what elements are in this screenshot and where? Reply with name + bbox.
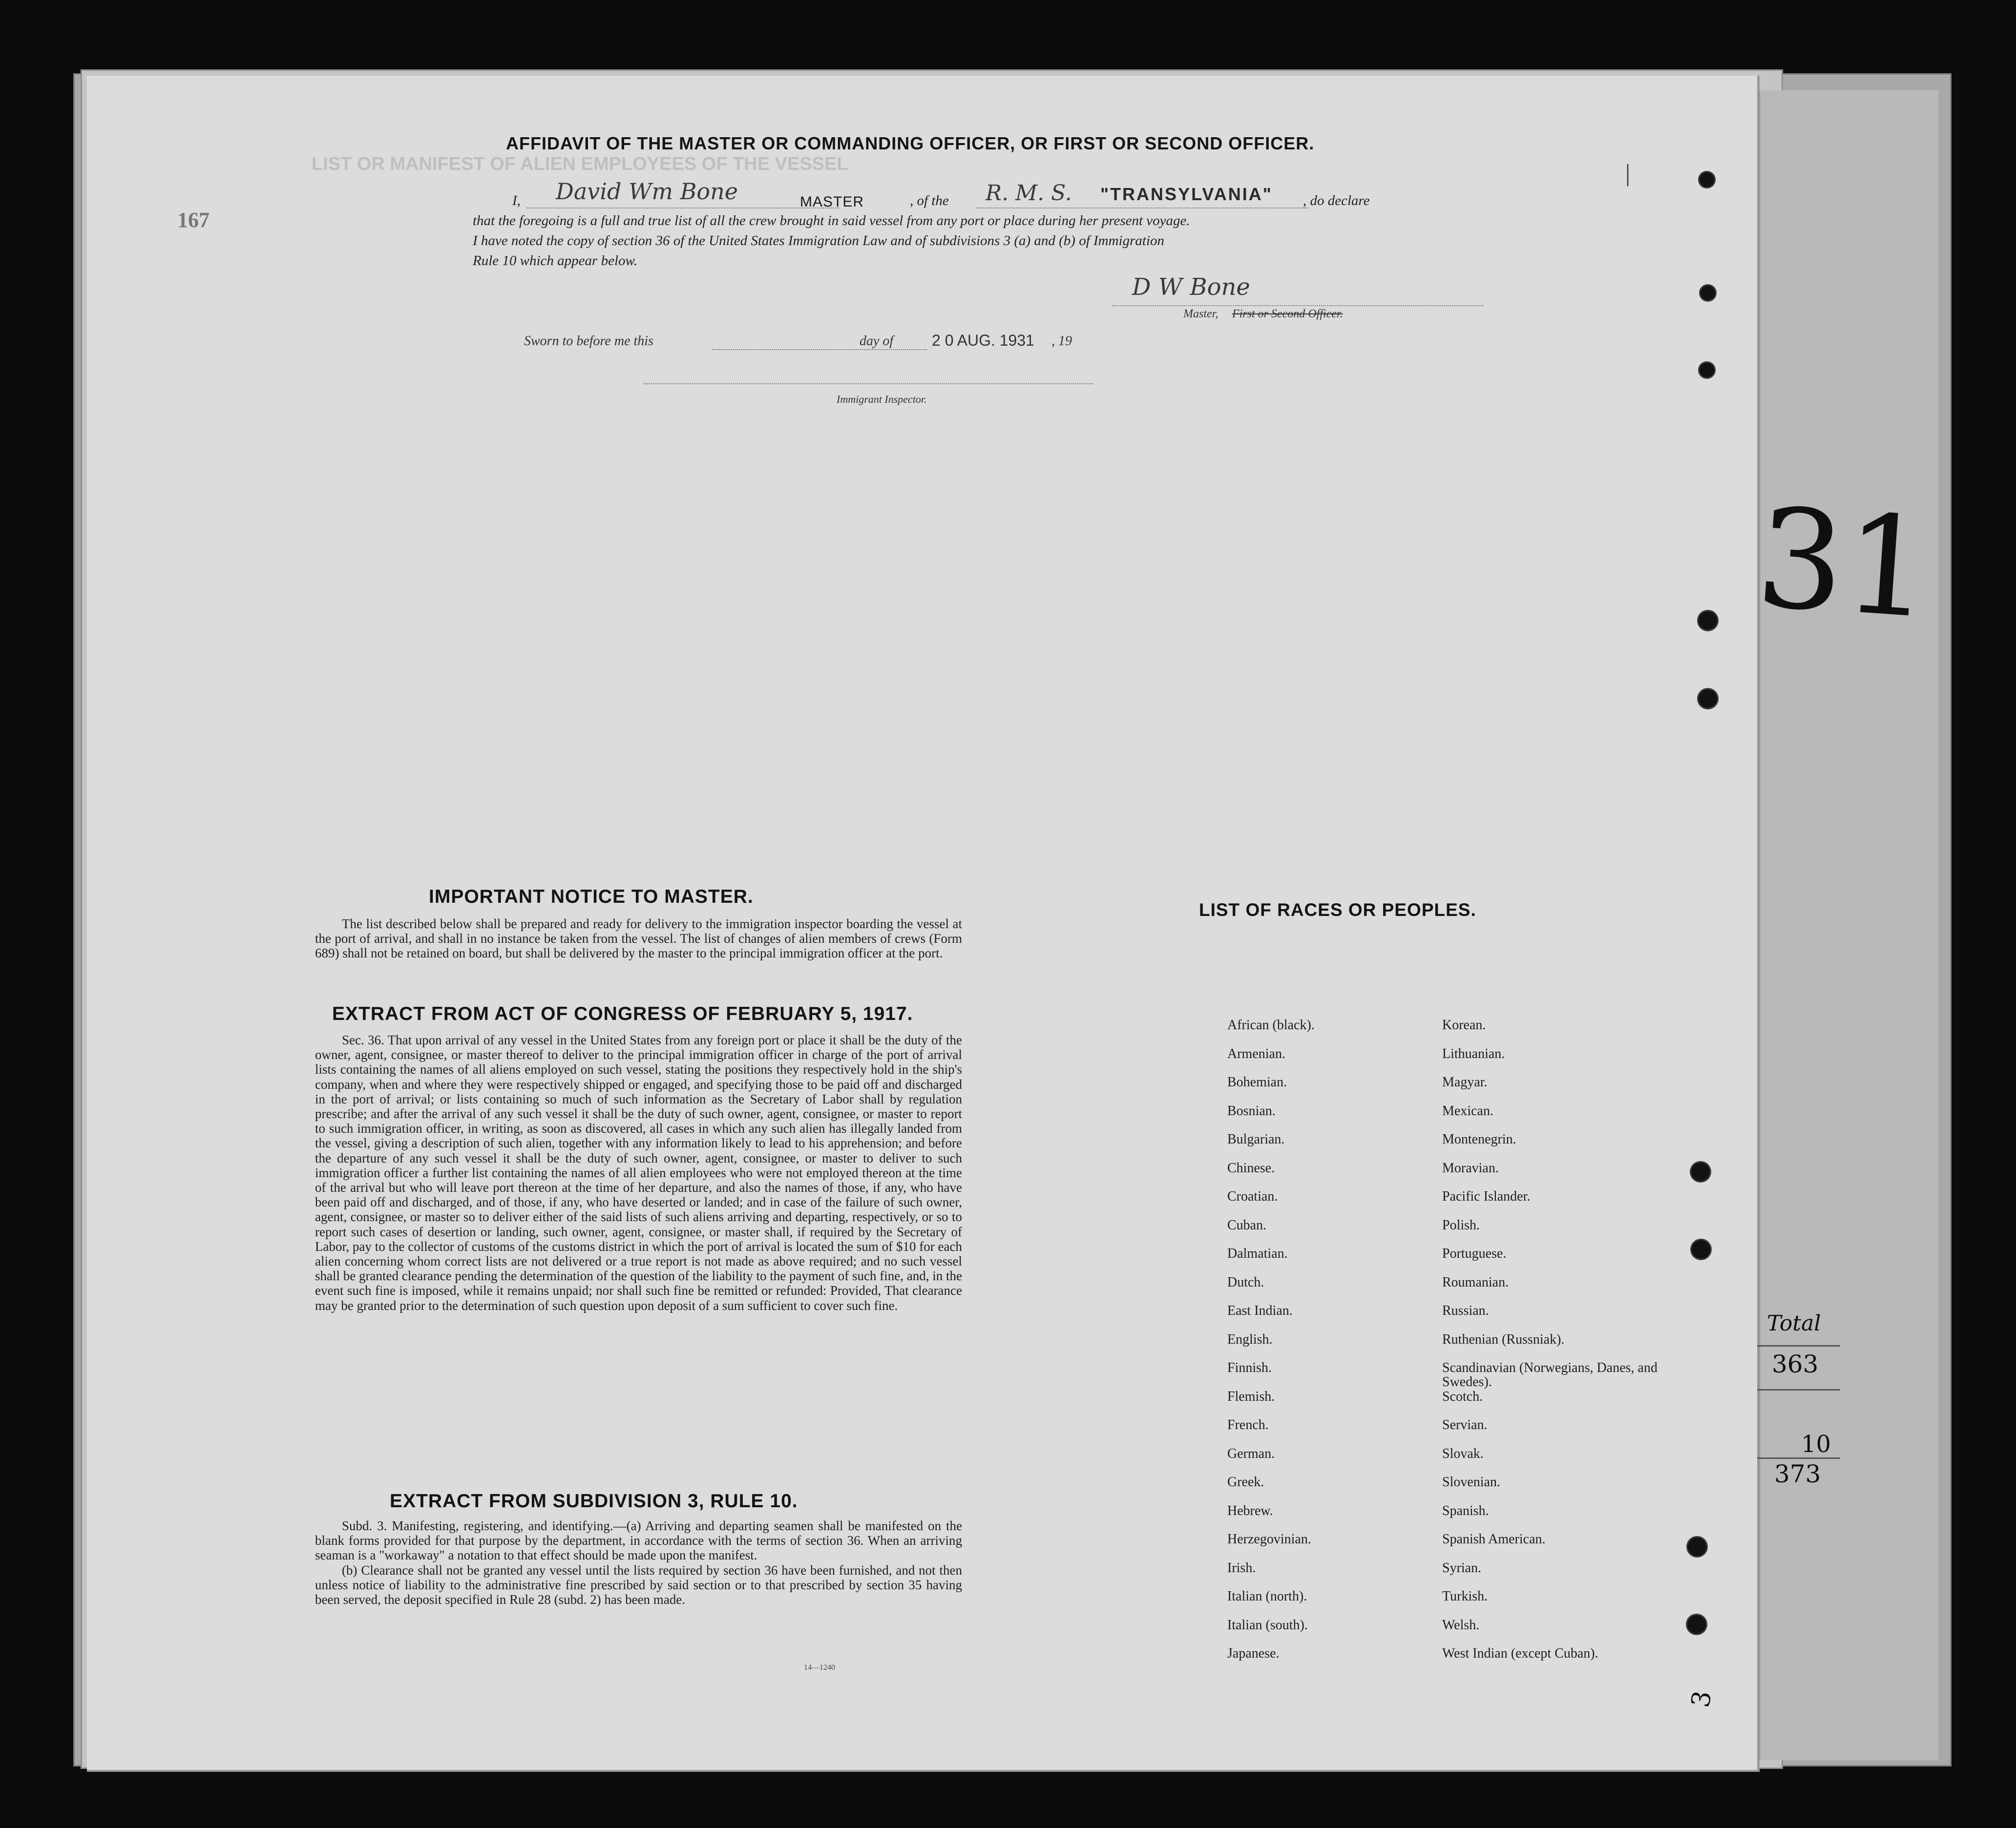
race-item: Mexican. [1442,1103,1493,1119]
affidavit-title: AFFIDAVIT OF THE MASTER OR COMMANDING OFFICER, OR FIRST OR SECOND OFFICER. [506,133,1315,153]
race-item: Roumanian. [1442,1274,1509,1290]
notice-paragraph: The list described below shall be prepared and ready for delivery to the immigration inspector boarding the vessel at the port of arrival, and shall in no instance be taken from the vessel. The list of changes of alien members of crews (Form 689) shall not be retained on board, but shall be delivered by the master to the principal immigration officer at the port. [315,916,962,961]
vessel-prefix: R. M. S. [986,181,1072,206]
officer-signature: D W Bone [1132,273,1250,301]
total-rule-3 [1757,1457,1840,1459]
handwritten-number: 31 [1752,478,1937,650]
total-rule-2 [1757,1389,1840,1391]
total-value-3: 373 [1774,1460,1821,1488]
race-item: Korean. [1442,1018,1486,1033]
race-item: Bosnian. [1227,1103,1276,1119]
declaration-line-1: that the foregoing is a full and true list of all the crew brought in said vessel from any port or place during her present voyage. [473,213,1190,228]
of-the-label: , of the [910,193,949,208]
race-item: Dalmatian. [1227,1246,1288,1261]
signature-line [1113,305,1484,306]
race-item: Syrian. [1442,1560,1482,1576]
race-item: Russian. [1442,1303,1489,1318]
punch-hole [1700,363,1714,377]
race-item: Italian (south). [1227,1617,1308,1633]
notice-title: IMPORTANT NOTICE TO MASTER. [429,886,754,907]
race-item: German. [1227,1446,1275,1461]
race-item: Servian. [1442,1417,1488,1433]
day-of-label: day of [860,333,894,349]
race-item: Dutch. [1227,1274,1264,1290]
race-item: Polish. [1442,1217,1480,1233]
total-label: Total [1767,1311,1821,1336]
punch-hole [1687,1615,1706,1634]
race-item: Scandinavian (Norwegians, Danes, and Swedes). [1442,1360,1658,1390]
total-value-1: 363 [1772,1350,1819,1378]
declaration-line-3: Rule 10 which appear below. [473,253,637,269]
race-item: Slovak. [1442,1446,1484,1461]
race-item: Scotch. [1442,1389,1483,1404]
race-item: Pacific Islander. [1442,1189,1531,1204]
extract-act-text [315,1033,962,1313]
race-item: Armenian. [1227,1046,1285,1061]
backing-sheet-edge [1758,90,1938,1760]
extract-act-paragraph: Sec. 36. That upon arrival of any vessel in the United States from any foreign port or place it shall be the duty of the owner, agent, consignee, or master thereof to deliver to the principal immigration officer in charge of the port of arrival lists containing the names of all aliens employed on such vessel, stating the positions they respectively hold in the ship's company, when and where they were respectively shipped or engaged, and specifying those to be paid off and discharged in the port of arrival; or lists containing so much of such information as the Secretary of Labor shall by regulation prescribe; and after the arrival of any such vessel it shall be the duty of such owner, agent, consignee, or master to report to such immigration officer, in writing, as soon as discovered, all cases in which any such alien has illegally landed from the vessel, giving a description of such alien, together with any information likely to lead to his apprehension; and before the departure of any such vessel it shall be the duty of such owner, agent, consignee, or master to deliver to such immigration officer a further list containing the names of all alien employees who were not employed thereon at the time of the arrival but who will leave port thereon at the time of her departure, and also the names of those, if any, who have been paid off and discharged, and of those, if any, who have deserted or landed; and in case of the failure of such owner, agent, consignee, or master so to deliver either of the said lists of such aliens arriving and departing, respectively, or so to report such cases of desertion or landing, such owner, agent, consignee, or master shall, if required by the Secretary of Labor, pay to the collector of customs of the customs district in which the port of arrival is located the sum of $10 for each alien concerning whom correct lists are not delivered or a true report is not made as above required; and no such vessel shall be granted clearance pending the determination of the question of the liability to the payment of such fine, and, in the event such fine is imposed, while it remains unpaid; nor shall such fine be remitted or refunded: Provided, That clearance may be granted prior to the determination of such question upon deposit of a sum sufficient to cover such fine. [315,1033,962,1313]
race-item: Moravian. [1442,1160,1499,1176]
race-item: Magyar. [1442,1075,1488,1090]
inspector-line [644,383,1093,384]
rule-paragraph-b: (b) Clearance shall not be granted any vessel until the lists required by section 36 have been furnished, and not then unless notice of liability to the administrative fine prescribed by said section or to that prescribed by section 35 having been served, the deposit specified in Rule 28 (subd. 2) has been made. [315,1562,962,1607]
race-item: Finnish. [1227,1360,1272,1375]
punch-hole [1691,1163,1710,1181]
document-page [87,76,1937,1772]
race-item: Herzegovinian. [1227,1532,1311,1547]
punch-hole [1692,1240,1710,1259]
races-list [1227,1018,1667,1675]
race-item: Portuguese. [1442,1246,1507,1261]
race-item: Welsh. [1442,1617,1480,1633]
race-item: Spanish. [1442,1503,1489,1518]
race-item: Chinese. [1227,1160,1275,1176]
year-suffix: , 19 [1051,333,1072,349]
signature-role: Master, [1183,308,1218,320]
race-item: Spanish American. [1442,1532,1546,1547]
punch-hole [1699,689,1717,708]
punch-hole [1701,286,1715,300]
vessel-name: "TRANSYLVANIA" [1100,184,1273,204]
race-item: Ruthenian (Russniak). [1442,1331,1565,1347]
race-item: Cuban. [1227,1217,1267,1233]
master-signature: David Wm Bone [556,178,738,205]
race-item: African (black). [1227,1018,1315,1033]
race-item: Italian (north). [1227,1589,1307,1604]
bleed-through-text: LIST OR MANIFEST OF ALIEN EMPLOYEES OF THE VESSEL [312,154,848,174]
form-number: 14—1240 [804,1663,835,1672]
declaration-line-2: I have noted the copy of section 36 of the United States Immigration Law and of subdivisions 3 (a) and (b) of Immigration [473,233,1165,249]
race-item: Croatian. [1227,1189,1278,1204]
extract-act-title: EXTRACT FROM ACT OF CONGRESS OF FEBRUARY 5, 1917. [332,1003,913,1024]
do-declare-label: , do declare [1303,193,1370,208]
race-item: East Indian. [1227,1303,1293,1318]
extract-rule-text [315,1518,962,1607]
punch-hole [1699,611,1717,630]
corner-mark: 3 [1686,1688,1718,1710]
punch-hole [1700,172,1714,187]
race-item: Japanese. [1227,1646,1280,1661]
notice-text [315,916,962,961]
extract-rule-title: EXTRACT FROM SUBDIVISION 3, RULE 10. [390,1491,798,1512]
race-item: English. [1227,1331,1273,1347]
race-item: Bohemian. [1227,1075,1287,1090]
race-item: French. [1227,1417,1269,1433]
race-item: Hebrew. [1227,1503,1273,1518]
race-item: Greek. [1227,1475,1264,1490]
master-label: MASTER [800,194,864,210]
inspector-label: Immigrant Inspector. [837,393,927,405]
race-item: West Indian (except Cuban). [1442,1646,1598,1661]
total-rule [1757,1345,1840,1347]
races-title: LIST OF RACES OR PEOPLES. [1199,900,1476,920]
race-item: Lithuanian. [1442,1046,1505,1061]
race-item: Montenegrin. [1442,1132,1516,1147]
date-stamp: 2 0 AUG. 1931 [932,332,1034,349]
sworn-day-line [712,349,927,350]
race-item: Slovenian. [1442,1475,1500,1490]
total-value-2: 10 [1801,1431,1831,1458]
affidavit-i-label: I, [512,193,521,208]
margin-tick: | [1625,159,1631,187]
sworn-label: Sworn to before me this [524,333,653,349]
punch-hole [1688,1537,1706,1556]
race-item: Flemish. [1227,1389,1275,1404]
race-item: Bulgarian. [1227,1132,1285,1147]
signature-role-struck: First or Second Officer. [1232,308,1343,320]
race-item: Irish. [1227,1560,1256,1576]
margin-mark-left: 167 [177,208,210,232]
race-item: Turkish. [1442,1589,1488,1604]
rule-paragraph-a: Subd. 3. Manifesting, registering, and identifying.—(a) Arriving and departing seamen shall be manifested on the blank forms provided for that purpose by the department, in accordance with the terms of section 36. When an arriving seaman is a "workaway" a notation to that effect should be made upon the manifest. [315,1518,962,1563]
